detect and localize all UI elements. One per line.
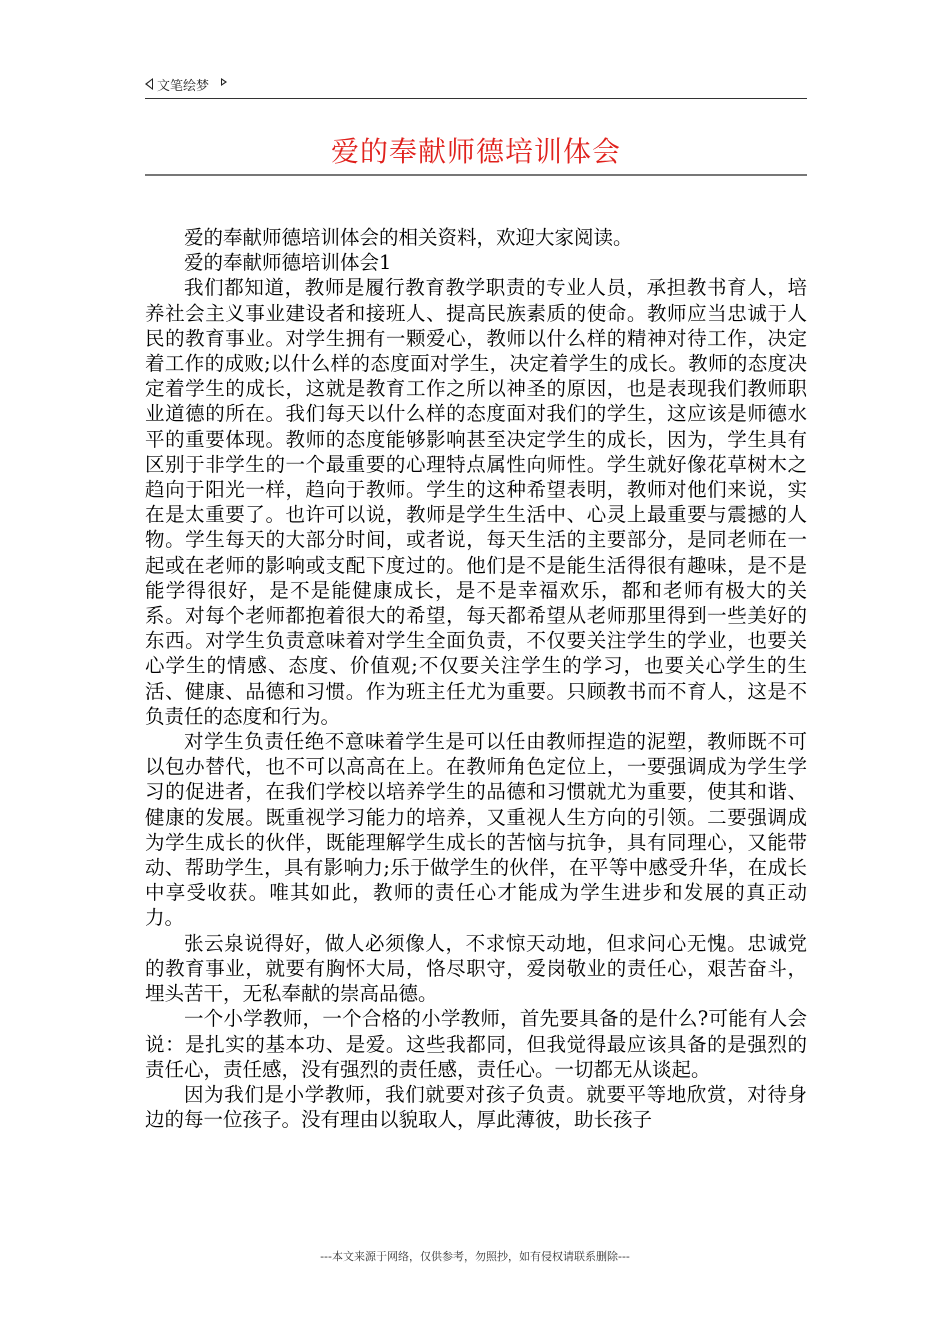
paragraph: 爱的奉献师德培训体会1 xyxy=(184,251,392,275)
paragraph: 张云泉说得好，做人必须像人，不求惊天动地，但求问心无愧。忠诚党的教育事业，就要有胸怀大局，恪尽职守，爱岗敬业的责任心，艰苦奋斗，埋头苦干，无私奉献的崇高品德。 xyxy=(145,931,807,1006)
paragraph: 爱的奉献师德培训体会的相关资料，欢迎大家阅读。 xyxy=(184,226,633,249)
page-footer: ---本文来源于网络，仅供参考，勿照抄，如有侵权请联系删除--- xyxy=(320,1250,630,1263)
header-divider xyxy=(145,98,807,99)
left-triangle-icon xyxy=(145,78,153,90)
right-triangle-icon xyxy=(221,78,227,86)
paragraph: 因为我们是小学教师，我们就要对孩子负责。就要平等地欣赏，对待身边的每一位孩子。没有理由以貌取人，厚此薄彼，助长孩子 xyxy=(145,1082,807,1132)
paragraph: 一个小学教师，一个合格的小学教师，首先要具备的是什么?可能有人会说：是扎实的基本功、是爱。这些我都同，但我觉得最应该具备的是强烈的责任心，责任感，没有强烈的责任感，责任心。一切都无从谈起。 xyxy=(145,1007,807,1081)
document-title: 爱的奉献师德培训体会 xyxy=(330,135,621,168)
header-brand: 文笔绘梦 xyxy=(157,78,210,94)
title-divider xyxy=(145,174,807,176)
paragraph: 对学生负责任绝不意味着学生是可以任由教师捏造的泥塑，教师既不可以包办替代，也不可以高高在上。在教师角色定位上，一要强调成为学生学习的促进者，在我们学校以培养学生的品德和习惯就尤为重要，使其和谐、健康的发展。既重视学习能力的培养，又重视人生方向的引领。二要强调成为学生成长的伙伴，既能理解学生成长的苦恼与抗争，具有同理心，又能带动、帮助学生，具有影响力;乐于做学生的伙伴，在平等中感受升华，在成长中享受收获。唯其如此，教师的责任心才能成为学生进步和发展的真正动力。 xyxy=(145,730,807,930)
document-body xyxy=(145,225,807,1132)
paragraph: 我们都知道，教师是履行教育教学职责的专业人员，承担教书育人，培养社会主义事业建设者和接班人、提高民族素质的使命。教师应当忠诚于人民的教育事业。对学生拥有一颗爱心，教师以什么样的精神对待工作，决定着工作的成败;以什么样的态度面对学生，决定着学生的成长。教师的态度决定着学生的成长，这就是教育工作之所以神圣的原因，也是表现我们教师职业道德的所在。我们每天以什么样的态度面对我们的学生，这应该是师德水平的重要体现。教师的态度能够影响甚至决定学生的成长，因为，学生具有区别于非学生的一个最重要的心理特点属性向师性。学生就好像花草树木之趋向于阳光一样，趋向于教师。学生的这种希望表明，教师对他们来说，实在是太重要了。也许可以说，教师是学生生活中、心灵上最重要与震撼的人物。学生每天的大部分时间，或者说，每天生活的主要部分，是同老师在一起或在老师的影响或支配下度过的。他们是不是能生活得很有趣味，是不是能学得很好，是不是能健康成长，是不是幸福欢乐，都和老师有极大的关系。对每个老师都抱着很大的希望，每天都希望从老师那里得到一些美好的东西。对学生负责意味着对学生全面负责，不仅要关注学生的学业，也要关心学生的情感、态度、价值观;不仅要关注学生的学习，也要关心学生的生活、健康、品德和习惯。作为班主任尤为重要。只顾教书而不育人，这是不负责任的态度和行为。 xyxy=(145,276,807,728)
page-header xyxy=(145,72,807,96)
